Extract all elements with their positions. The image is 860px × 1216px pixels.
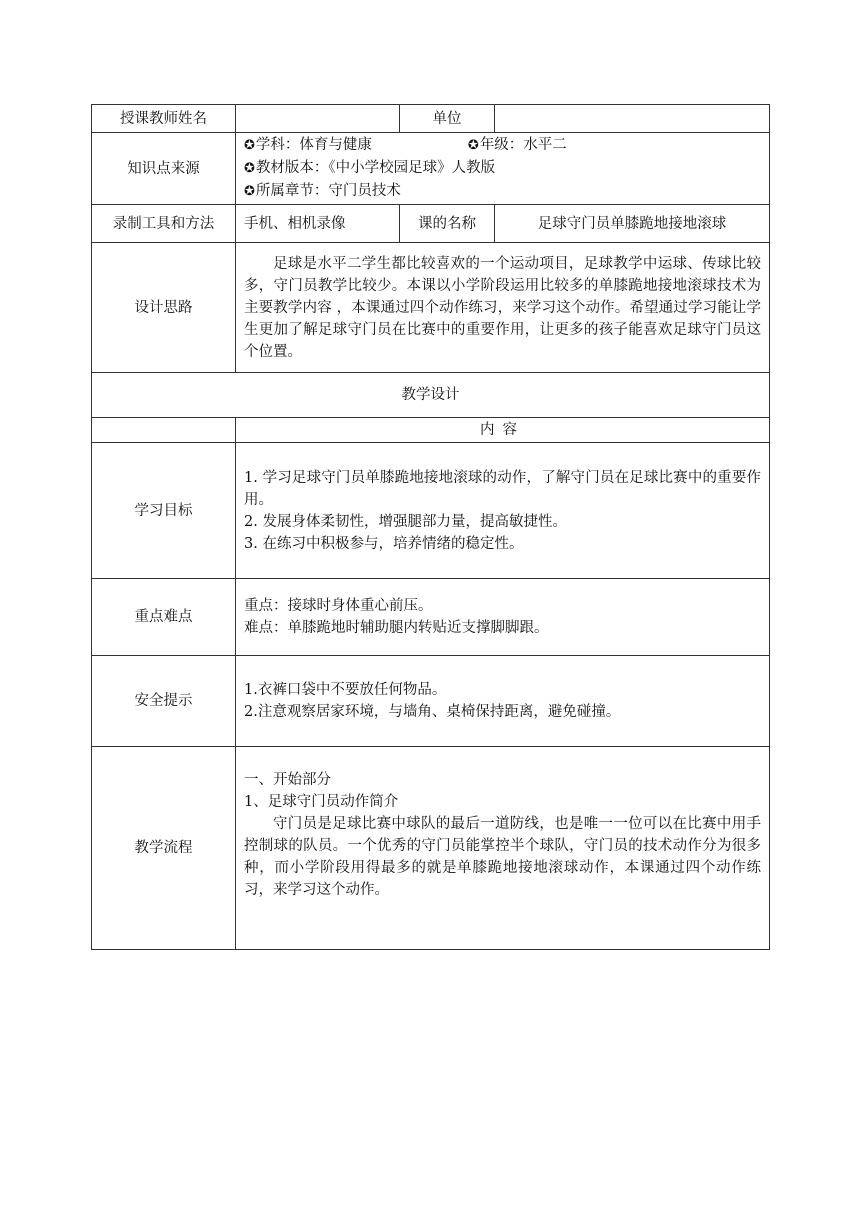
content-header-row	[92, 418, 770, 443]
goal-item: 1. 学习足球守门员单膝跪地接地滚球的动作，了解守门员在足球比赛中的重要作用。	[244, 469, 761, 508]
teaching-design-title-row	[92, 373, 770, 418]
recording-label: 录制工具和方法	[92, 205, 236, 243]
safety-item: 2.注意观察居家环境，与墙角、桌椅保持距离，避免碰撞。	[244, 704, 621, 720]
chapter-text: 所属章节：守门员技术	[255, 183, 401, 199]
gear-icon: ✪	[244, 184, 255, 199]
keypoints-content	[236, 579, 770, 656]
goals-row	[92, 443, 770, 579]
lesson-plan-table	[91, 104, 770, 950]
process-label: 教学流程	[92, 747, 236, 950]
goal-item: 3. 在练习中积极参与，培养情绪的稳定性。	[244, 535, 524, 552]
safety-row	[92, 656, 770, 747]
source-label: 知识点来源	[92, 133, 236, 205]
keypoints-label: 重点难点	[92, 579, 236, 656]
design-label: 设计思路	[92, 243, 236, 373]
key-point-text: 重点：接球时身体重心前压。	[244, 598, 433, 614]
safety-label: 安全提示	[92, 656, 236, 747]
safety-item: 1.衣裤口袋中不要放任何物品。	[244, 682, 447, 698]
source-content	[236, 133, 770, 205]
process-section-title: 一、开始部分	[244, 772, 331, 788]
content-header-empty	[92, 418, 236, 443]
goals-content	[236, 443, 770, 579]
grade-text: 年级：水平二	[479, 137, 567, 153]
keypoints-row	[92, 579, 770, 656]
goal-item: 2. 发展身体柔韧性，增强腿部力量，提高敏捷性。	[244, 513, 567, 530]
process-subtitle: 1、足球守门员动作简介	[244, 794, 399, 810]
source-row	[92, 133, 770, 205]
goals-label: 学习目标	[92, 443, 236, 579]
course-name-label: 课的名称	[400, 205, 495, 243]
design-text: 足球是水平二学生都比较喜欢的一个运动项目，足球教学中运球、传球比较多，守门员教学比较少。本课以小学阶段运用比较多的单膝跪地接地滚球技术为主要教学内容 ，本课通过四个动作练习，来学习这个动作。希望通过学习能让学生更加了解足球守门员在比赛中的重要作用，让更多的孩子能喜欢足球守门员这个位置。	[236, 243, 770, 373]
teacher-value	[236, 105, 400, 133]
process-row	[92, 747, 770, 950]
recording-value: 手机、相机录像	[236, 205, 400, 243]
course-name-value: 足球守门员单膝跪地接地滚球	[495, 205, 770, 243]
teaching-design-title: 教学设计	[92, 373, 770, 418]
gear-icon: ✪	[244, 161, 255, 176]
gear-icon: ✪	[467, 138, 479, 153]
safety-content	[236, 656, 770, 747]
process-paragraph: 守门员是足球比赛中球队的最后一道防线，也是唯一一位可以在比赛中用手控制球的队员。一个优秀的守门员能掌控半个球队，守门员的技术动作分为很多种，而小学阶段用得最多的就是单膝跪地接地滚球动作，本课通过四个动作练习，来学习这个动作。	[244, 816, 761, 898]
unit-value	[495, 105, 770, 133]
gear-icon: ✪	[244, 138, 255, 153]
content-header: 内容	[236, 418, 770, 443]
teacher-row	[92, 105, 770, 133]
edition-text: 教材版本：《中小学校园足球》人教版	[255, 160, 496, 176]
process-content	[236, 747, 770, 950]
unit-label: 单位	[400, 105, 495, 133]
difficulty-text: 难点：单膝跪地时辅助腿内转贴近支撑脚脚跟。	[244, 620, 549, 636]
teacher-label: 授课教师姓名	[92, 105, 236, 133]
subject-text: 学科：体育与健康	[255, 137, 372, 153]
design-row	[92, 243, 770, 373]
recording-row	[92, 205, 770, 243]
